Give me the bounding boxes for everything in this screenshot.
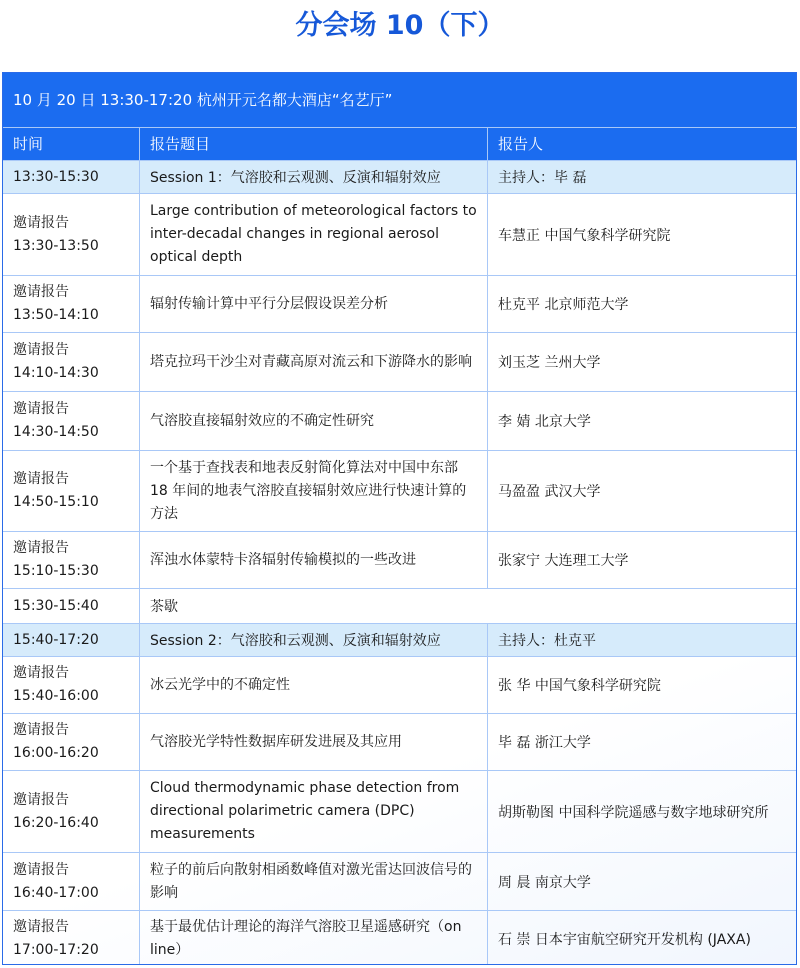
time-cell bbox=[3, 276, 140, 332]
topic-cell: 冰云光学中的不确定性 bbox=[140, 657, 488, 713]
topic-cell: 一个基于查找表和地表反射简化算法对中国中东部 18 年间的地表气溶胶直接辐射效应进行快速计算的方法 bbox=[140, 451, 488, 531]
break-label: 茶歇 bbox=[150, 599, 178, 615]
table-row bbox=[3, 910, 796, 965]
speaker-cell: 主持人：杜克平 bbox=[498, 633, 596, 649]
speaker-cell: 周 晨 南京大学 bbox=[498, 874, 591, 891]
time-cell bbox=[3, 714, 140, 770]
talk-type: 邀请报告 bbox=[13, 401, 69, 417]
table-row bbox=[3, 656, 796, 713]
topic-cell: 辐射传输计算中平行分层假设误差分析 bbox=[140, 276, 488, 332]
talk-time: 14:10-14:30 bbox=[13, 365, 99, 381]
topic-cell: 浑浊水体蒙特卡洛辐射传输模拟的一些改进 bbox=[140, 532, 488, 588]
speaker-cell: 杜克平 北京师范大学 bbox=[498, 297, 629, 313]
table-header bbox=[3, 127, 796, 160]
talk-type: 邀请报告 bbox=[13, 919, 69, 935]
talk-time: 15:40-16:00 bbox=[13, 688, 99, 704]
break-row bbox=[3, 588, 796, 623]
talk-type: 邀请报告 bbox=[13, 861, 69, 878]
talk-type: 邀请报告 bbox=[13, 342, 69, 358]
header-speaker: 报告人 bbox=[498, 135, 544, 153]
talk-time: 13:30-13:50 bbox=[13, 237, 99, 254]
table-row bbox=[3, 531, 796, 588]
talk-type: 邀请报告 bbox=[13, 284, 69, 300]
time-cell bbox=[3, 333, 140, 391]
time-cell bbox=[3, 911, 140, 965]
header-time: 时间 bbox=[3, 128, 140, 160]
time-cell: 15:30-15:40 bbox=[3, 589, 140, 623]
table-row bbox=[3, 275, 796, 332]
speaker-cell: 车慧正 中国气象科学研究院 bbox=[498, 227, 671, 244]
speaker-cell: 毕 磊 浙江大学 bbox=[498, 735, 591, 751]
page-title: 分会场 10（下） bbox=[295, 10, 505, 41]
header-topic: 报告题目 bbox=[140, 128, 488, 160]
table-row bbox=[3, 391, 796, 450]
time-cell bbox=[3, 853, 140, 910]
talk-time: 16:20-16:40 bbox=[13, 814, 99, 831]
table-row bbox=[3, 713, 796, 770]
time-cell bbox=[3, 451, 140, 531]
speaker-cell: 石 崇 日本宇宙航空研究开发机构 (JAXA) bbox=[498, 932, 751, 948]
topic-cell: Session 2：气溶胶和云观测、反演和辐射效应 bbox=[140, 624, 488, 656]
topic-cell: 粒子的前后向散射相函数峰值对激光雷达回波信号的影响 bbox=[140, 853, 488, 910]
topic-cell: 气溶胶直接辐射效应的不确定性研究 bbox=[140, 392, 488, 450]
talk-time: 16:00-16:20 bbox=[13, 745, 99, 761]
topic-cell: 气溶胶光学特性数据库研发进展及其应用 bbox=[140, 714, 488, 770]
session-banner: 10 月 20 日 13:30-17:20 杭州开元名都大酒店“名艺厅” bbox=[3, 73, 796, 127]
talk-time: 13:50-14:10 bbox=[13, 307, 99, 323]
speaker-cell: 张家宁 大连理工大学 bbox=[498, 553, 629, 569]
talk-time: 17:00-17:20 bbox=[13, 942, 99, 958]
topic-cell: Large contribution of meteorological factors to inter-decadal changes in regional aerosol optical depth bbox=[140, 194, 488, 275]
talk-time: 16:40-17:00 bbox=[13, 884, 99, 901]
speaker-cell: 刘玉芝 兰州大学 bbox=[498, 355, 601, 371]
table-row bbox=[3, 852, 796, 910]
time-cell bbox=[3, 194, 140, 275]
time-cell: 15:40-17:20 bbox=[3, 624, 140, 656]
time-cell bbox=[3, 392, 140, 450]
talk-type: 邀请报告 bbox=[13, 791, 69, 808]
session-row bbox=[3, 160, 796, 193]
talk-type: 邀请报告 bbox=[13, 471, 69, 487]
session-row bbox=[3, 623, 796, 656]
talk-time: 15:10-15:30 bbox=[13, 563, 99, 579]
topic-cell: Cloud thermodynamic phase detection from directional polarimetric camera (DPC) measurements bbox=[140, 771, 488, 852]
talk-time: 14:30-14:50 bbox=[13, 424, 99, 440]
table-row bbox=[3, 770, 796, 852]
speaker-cell: 胡斯勒图 中国科学院遥感与数字地球研究所 bbox=[498, 804, 769, 821]
time-cell bbox=[3, 771, 140, 852]
table-row bbox=[3, 332, 796, 391]
schedule-table bbox=[2, 72, 797, 965]
talk-time: 14:50-15:10 bbox=[13, 494, 99, 510]
topic-cell: Session 1：气溶胶和云观测、反演和辐射效应 bbox=[140, 161, 488, 193]
speaker-cell: 主持人：毕 磊 bbox=[498, 170, 587, 186]
time-cell bbox=[3, 532, 140, 588]
talk-type: 邀请报告 bbox=[13, 214, 69, 231]
topic-cell: 基于最优估计理论的海洋气溶胶卫星遥感研究（on line） bbox=[140, 911, 488, 965]
talk-type: 邀请报告 bbox=[13, 540, 69, 556]
table-row bbox=[3, 193, 796, 275]
talk-type: 邀请报告 bbox=[13, 665, 69, 681]
speaker-cell: 张 华 中国气象科学研究院 bbox=[498, 678, 661, 694]
time-cell: 13:30-15:30 bbox=[3, 161, 140, 193]
speaker-cell: 李 婧 北京大学 bbox=[498, 414, 591, 430]
topic-cell: 塔克拉玛干沙尘对青藏高原对流云和下游降水的影响 bbox=[140, 333, 488, 391]
speaker-cell: 马盈盈 武汉大学 bbox=[498, 484, 601, 500]
table-row bbox=[3, 450, 796, 531]
talk-type: 邀请报告 bbox=[13, 722, 69, 738]
time-cell bbox=[3, 657, 140, 713]
